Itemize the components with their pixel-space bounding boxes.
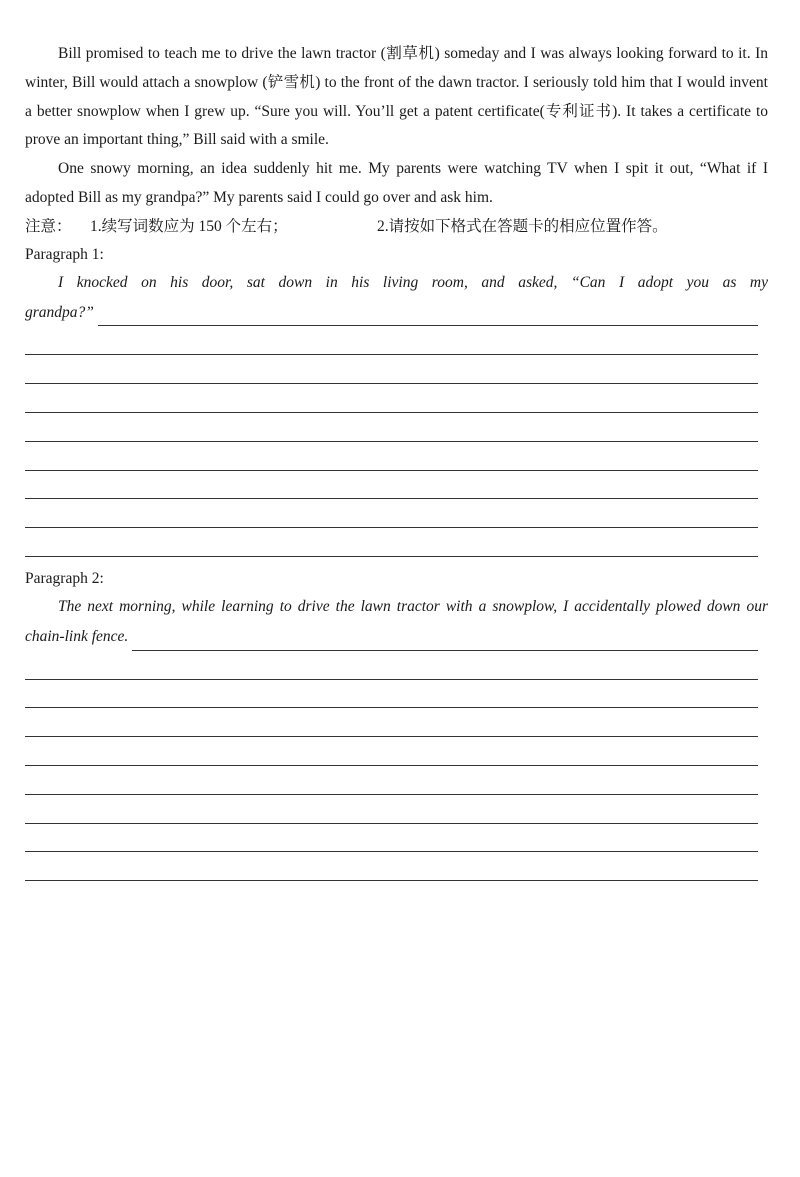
paragraph-2-opener: The next morning, while learning to drive the lawn tractor with a snowplow, I accidentally plowed down our [58, 597, 768, 615]
answer-line[interactable] [25, 413, 758, 442]
paragraph-1-opener: I knocked on his door, sat down in his living room, and asked, “Can I adopt you as my [58, 273, 768, 291]
paragraph-1-first-line [25, 298, 768, 327]
answer-line[interactable] [25, 298, 758, 327]
story-paragraph-2: One snowy morning, an idea suddenly hit me. My parents were watching TV when I spit it out, “What if I adopted Bill as my grandpa?” My parents said I could go over and ask him. [25, 160, 768, 206]
exam-page [25, 40, 768, 881]
answer-line[interactable] [25, 651, 758, 680]
answer-line[interactable] [25, 852, 758, 881]
notes-item-2: 2.请按如下格式在答题卡的相应位置作答。 [377, 217, 668, 235]
notes-label: 注意： [25, 217, 72, 235]
notes-item-1: 1.续写词数应为 150 个左右； [90, 217, 288, 235]
answer-line[interactable] [25, 499, 758, 528]
paragraph-1-label: Paragraph 1: [25, 245, 104, 263]
paragraph-2-first-line [25, 622, 768, 651]
paragraph-2-label: Paragraph 2: [25, 569, 104, 587]
paragraph-2-opener-end: chain-link fence. [25, 622, 132, 651]
answer-line[interactable] [25, 471, 758, 500]
answer-line[interactable] [25, 824, 758, 853]
answer-line[interactable] [25, 442, 758, 471]
paragraph-1-opener-end: grandpa?” [25, 298, 98, 327]
answer-line[interactable] [25, 708, 758, 737]
answer-line[interactable] [25, 795, 758, 824]
answer-line[interactable] [25, 737, 758, 766]
story-paragraph-1: Bill promised to teach me to drive the lawn tractor (割草机) someday and I was always looking forward to it. In winter, Bill would attach a snowplow (铲雪机) to the front of the dawn tractor. I seriously told him that I would invent a better snowplow when I grew up. “Sure you will. You’ll get a patent certificate(专利证书). It takes a certificate to prove an important thing,” Bill said with a smile. [25, 45, 768, 149]
answer-line[interactable] [25, 384, 758, 413]
answer-line[interactable] [25, 622, 758, 651]
answer-line[interactable] [25, 355, 758, 384]
answer-line[interactable] [25, 766, 758, 795]
answer-line[interactable] [25, 680, 758, 709]
answer-line[interactable] [25, 327, 758, 356]
answer-line[interactable] [25, 528, 758, 557]
notes-row [25, 213, 768, 241]
